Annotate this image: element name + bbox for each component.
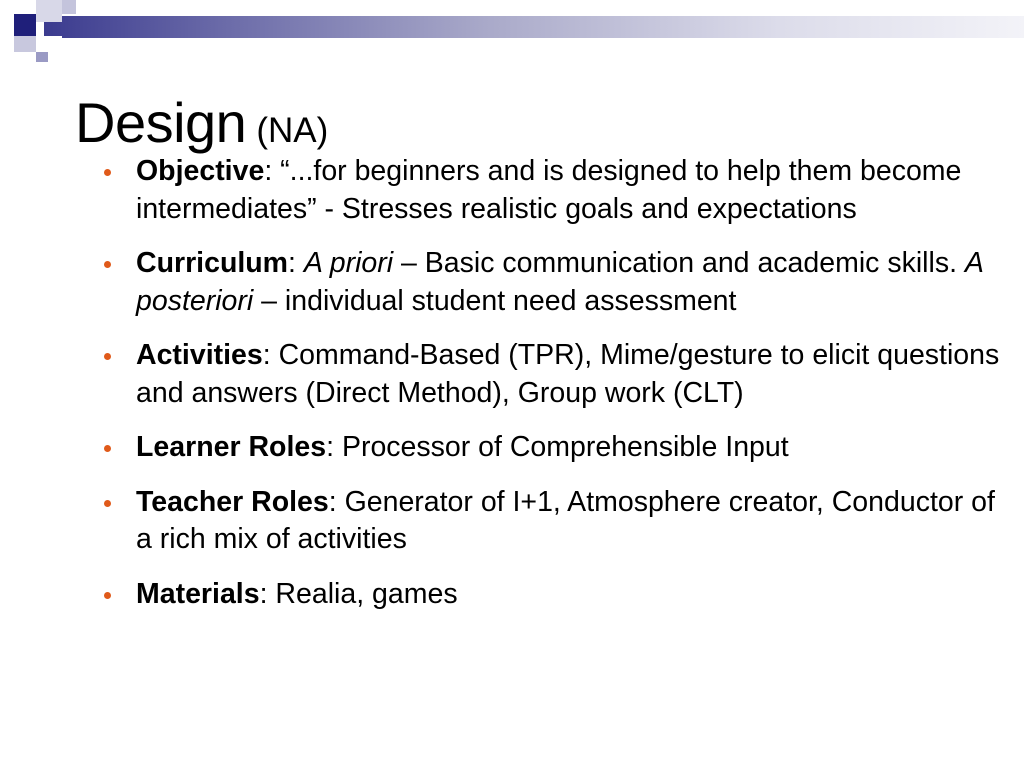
bullet-dot-icon [104, 445, 111, 452]
bullet-separator: : [262, 339, 279, 371]
bullet-term: Learner Roles [136, 431, 327, 463]
bullet-teacher-roles [100, 484, 1000, 559]
header-square [36, 52, 48, 62]
header-square [62, 0, 76, 14]
bullet-separator: : [264, 155, 281, 187]
bullet-text: – Basic communication and academic skills. [393, 247, 965, 279]
slide-title-suffix: (NA) [256, 111, 329, 150]
bullet-dot-icon [104, 592, 111, 599]
bullet-text: Generator of I+1, Atmosphere creator, Conductor of a rich mix of activities [136, 485, 995, 555]
bullet-term: Curriculum [136, 247, 289, 279]
bullet-curriculum [100, 245, 1000, 320]
bullet-dot-icon [104, 353, 111, 360]
slide-title-main: Design [75, 91, 247, 154]
slide-title [75, 90, 328, 155]
bullet-term: Activities [136, 339, 263, 371]
header-gradient-bar [44, 16, 1024, 38]
bullet-term: Teacher Roles [136, 485, 329, 518]
bullet-text: Command-Based (TPR), Mime/gesture to elicit questions and answers (Direct Method), Group work (CLT) [136, 339, 1000, 409]
bullet-separator: : [288, 247, 304, 279]
bullet-dot-icon [104, 500, 111, 507]
bullet-learner-roles [100, 429, 1000, 467]
bullet-term: Materials [136, 577, 260, 610]
bullet-dot-icon [104, 169, 111, 176]
bullet-dot-icon [104, 261, 111, 268]
bullet-italic-term: A posteriori [136, 247, 983, 317]
header-square [36, 0, 62, 22]
bullet-text: – individual student need assessment [253, 284, 737, 317]
bullet-objective [100, 153, 1000, 228]
bullet-separator: : [326, 431, 342, 463]
bullet-list [100, 153, 1000, 630]
bullet-activities [100, 337, 1000, 412]
bullet-italic-term: A priori [303, 247, 394, 279]
header-square [14, 14, 36, 36]
bullet-separator: : [259, 577, 276, 610]
bullet-text: Realia, games [275, 577, 458, 610]
header-square [14, 36, 36, 52]
bullet-text: Processor of Comprehensible Input [341, 431, 789, 463]
bullet-term: Objective [136, 155, 265, 187]
bullet-text: “...for beginners and is designed to help them become intermediates” - Stresses realistic goals and expectations [136, 155, 962, 225]
header-square [36, 36, 62, 52]
bullet-separator: : [328, 485, 345, 518]
bullet-materials [100, 576, 1000, 614]
